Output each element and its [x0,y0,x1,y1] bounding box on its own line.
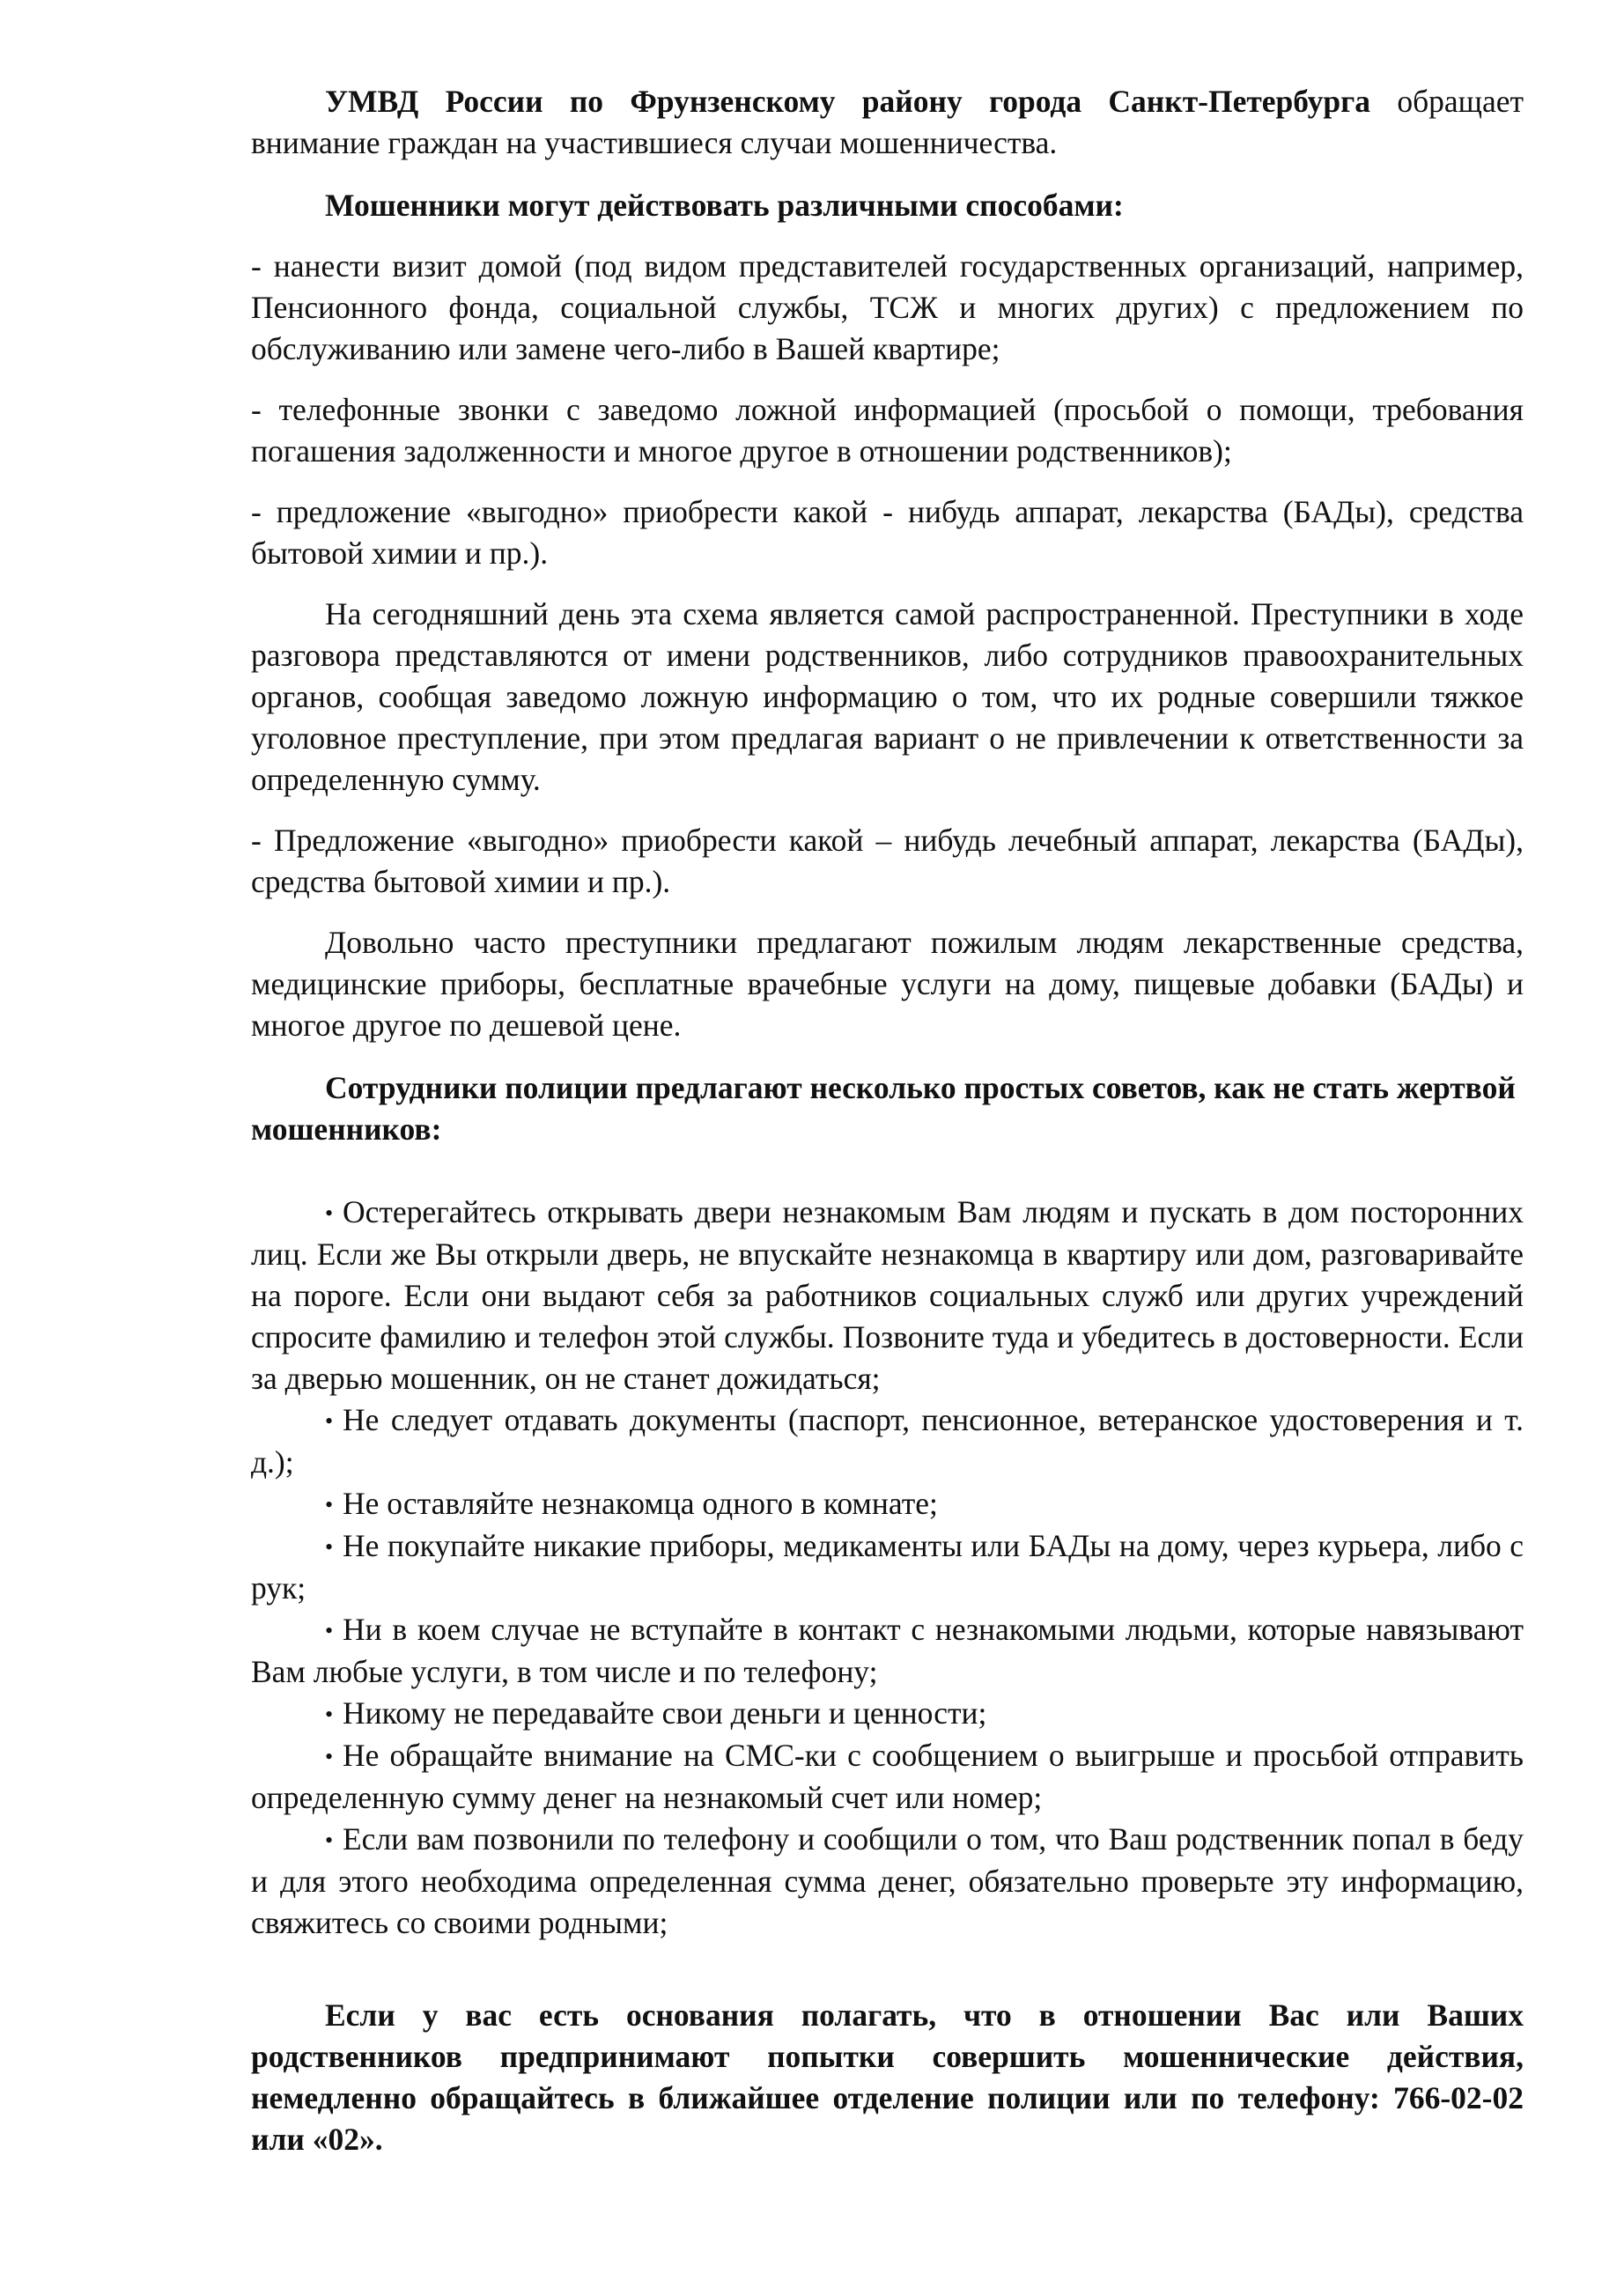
method-item-visit: - нанести визит домой (под видом представителей государственных организаций, например, Пенсионного фонда, социальной службы, ТСЖ и многих других) с предложением по обслуживанию или замене чего-либо в Вашей квартире; [251,248,1524,366]
method-item-calls: - телефонные звонки с заведомо ложной информацией (просьбой о помощи, требования погашения задолженности и многое другое в отношении родственников); [251,392,1524,469]
advice-item: • Не покупайте никакие приборы, медикаменты или БАДы на дому, через курьера, либо с рук; [251,1528,1524,1606]
advice-item: • Ни в коем случае не вступайте в контакт с незнакомыми людьми, которые навязывают Вам любые услуги, в том числе и по телефону; [251,1612,1524,1689]
scheme-paragraph: На сегодняшний день эта схема является самой распространенной. Преступники в ходе разговора представляются от имени родственников, либо сотрудников правоохранительных органов, сообщая заведомо ложную информацию о том, что их родные совершили тяжкое уголовное преступление, при этом предлагая вариант о не привлечении к ответственности за определенную сумму. [251,596,1524,797]
advice-item: • Никому не передавайте свои деньги и ценности; [251,1693,1524,1735]
bullet-icon: • [325,1200,334,1226]
bullet-icon: • [325,1492,334,1517]
elderly-paragraph: Довольно часто преступники предлагают пожилым людям лекарственные средства, медицинские приборы, бесплатные врачебные услуги на дому, пищевые добавки (БАДы) и многое другое по дешевой цене. [251,925,1524,1043]
advice-item: • Остерегайтесь открывать двери незнакомым Вам людям и пускать в дом посторонних лиц. Если же Вы открыли дверь, не впускайте незнакомца в квартиру или дом, разговаривайте на пороге. Если они выдают себя за работников социальных служб или других учреждений спросите фамилию и телефон этой службы. Позвоните туда и убедитесь в достоверности. Если за дверью мошенник, он не станет дожидаться; [251,1194,1524,1396]
document-page [251,81,1524,2160]
bullet-icon: • [325,1618,334,1643]
bullet-icon: • [325,1534,334,1560]
offer-paragraph: - Предложение «выгодно» приобрести какой – нибудь лечебный аппарат, лекарства (БАДы), средства бытовой химии и пр.). [251,823,1524,899]
advice-item: • Если вам позвонили по телефону и сообщили о том, что Ваш родственник попал в беду и для этого необходима определенная сумма денег, обязательно проверьте эту информацию, свяжитесь со своими родными; [251,1821,1524,1940]
advice-heading: Сотрудники полиции предлагают несколько простых советов, как не стать жертвой мошенников: [251,1070,1516,1147]
organization-name: УМВД России по Фрунзенскому району города Санкт-Петербурга [325,84,1371,119]
final-warning-paragraph: Если у вас есть основания полагать, что в отношении Вас или Ваших родственников предпринимают попытки совершить мошеннические действия, немедленно обращайтесь в ближайшее отделение полиции или по телефону: 766-02-02 или «02». [251,1997,1524,2157]
bullet-icon: • [325,1408,334,1434]
advice-item: • Не обращайте внимание на СМС-ки с сообщением о выигрыше и просьбой отправить определенную сумму денег на незнакомый счет или номер; [251,1738,1524,1815]
bullet-icon: • [325,1827,334,1853]
methods-heading: Мошенники могут действовать различными способами: [325,188,1124,223]
method-item-offer: - предложение «выгодно» приобрести какой - нибудь аппарат, лекарства (БАДы), средства бытовой химии и пр.). [251,494,1524,571]
intro-paragraph [251,81,1524,164]
bullet-icon: • [325,1744,334,1769]
advice-item: • Не следует отдавать документы (паспорт, пенсионное, ветеранское удостоверения и т. д.); [251,1402,1524,1480]
bullet-icon: • [325,1702,334,1727]
intro-text: обращает внимание граждан на участившиеся случаи мошенничества. [251,84,1524,160]
advice-item: • Не оставляйте незнакомца одного в комнате; [251,1483,1524,1525]
advice-list [251,1192,1524,1944]
